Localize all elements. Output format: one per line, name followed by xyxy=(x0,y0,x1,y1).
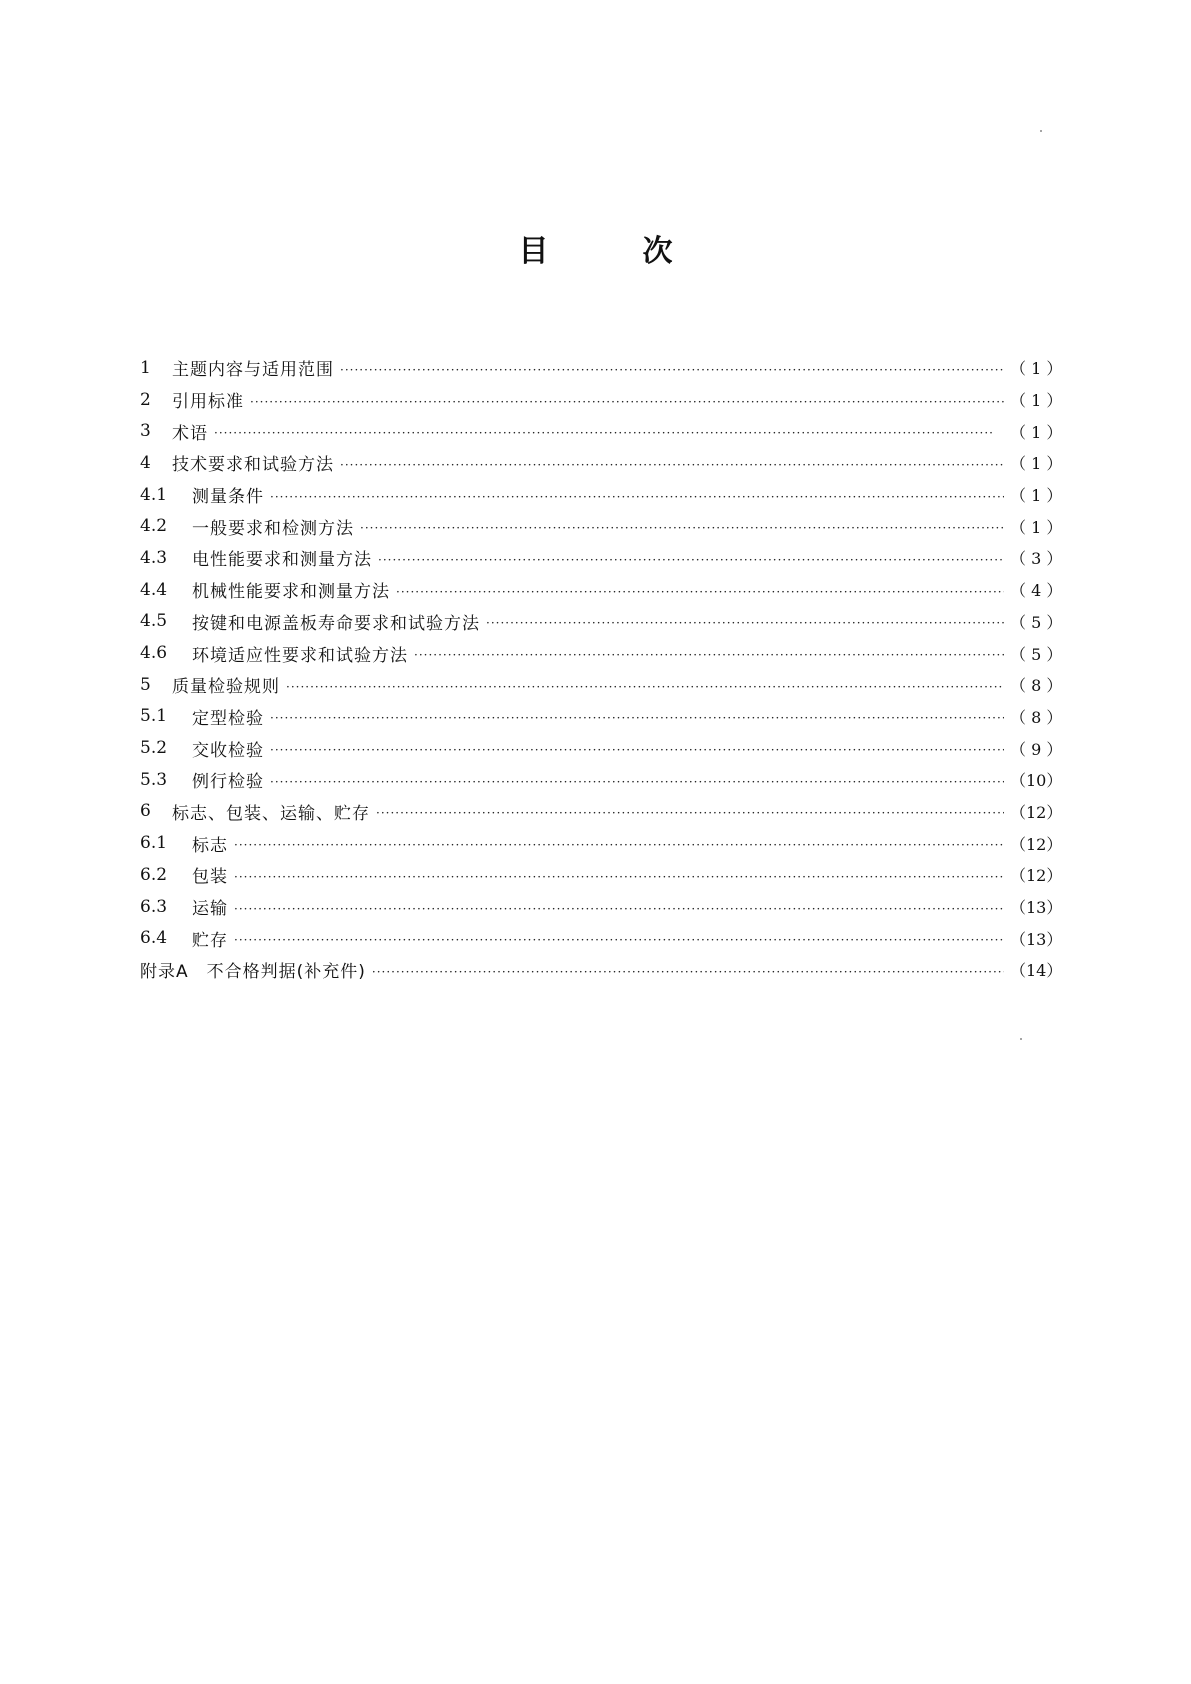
toc-entry[interactable] xyxy=(140,606,1063,638)
toc-number: 4.4 xyxy=(140,579,168,600)
toc-number: 6.3 xyxy=(140,896,168,917)
dot-leader xyxy=(234,934,1004,946)
toc-page: （12） xyxy=(1010,802,1063,822)
toc-entry[interactable] xyxy=(140,669,1063,701)
dot-leader xyxy=(414,649,1004,661)
title-char-1: 目 xyxy=(518,234,549,269)
dot-leader xyxy=(270,744,1004,756)
toc-label: 贮存 xyxy=(192,930,228,951)
toc-number: 2 xyxy=(140,389,151,410)
toc-entry[interactable] xyxy=(140,447,1063,479)
toc-label: 术语 xyxy=(172,423,208,444)
toc-page: （12） xyxy=(1010,834,1063,854)
toc-entry[interactable] xyxy=(140,827,1063,859)
dot-leader xyxy=(234,903,1004,915)
toc-page: （ 3 ） xyxy=(1010,549,1063,569)
toc-page: （ 1 ） xyxy=(1010,517,1063,537)
toc-page: （ 8 ） xyxy=(1010,707,1063,727)
toc-entry[interactable] xyxy=(140,574,1063,606)
toc-number: 3 xyxy=(140,421,151,442)
toc-entry[interactable] xyxy=(140,542,1063,574)
toc-entry[interactable] xyxy=(140,479,1063,511)
toc-label: 技术要求和试验方法 xyxy=(172,455,334,476)
toc-number: 5.2 xyxy=(140,738,168,759)
toc-number: 5.1 xyxy=(140,706,168,727)
toc-number: 4.6 xyxy=(140,643,168,664)
toc-number: 4 xyxy=(140,452,151,473)
toc-label: 引用标准 xyxy=(172,392,244,413)
toc-entry[interactable] xyxy=(140,701,1063,733)
dot-leader xyxy=(360,522,1004,534)
toc-label: 标志、包装、运输、贮存 xyxy=(172,803,370,824)
toc-page: （10） xyxy=(1010,771,1063,791)
toc-number: 6.2 xyxy=(140,864,168,885)
dot-leader xyxy=(234,871,1004,883)
toc-entry[interactable] xyxy=(140,954,1063,986)
toc-page: （ 1 ） xyxy=(1010,454,1063,474)
toc-label: 包装 xyxy=(192,867,228,888)
toc-number: 4.1 xyxy=(140,484,168,505)
toc-label: 主题内容与适用范围 xyxy=(172,360,334,381)
toc-entry[interactable] xyxy=(140,352,1063,384)
toc-label: 交收检验 xyxy=(192,740,264,761)
toc-label: 测量条件 xyxy=(192,487,264,508)
dot-leader xyxy=(376,807,1004,819)
toc-label: 运输 xyxy=(192,899,228,920)
toc-entry[interactable] xyxy=(140,732,1063,764)
toc-label: 环境适应性要求和试验方法 xyxy=(192,645,408,666)
toc-page: （12） xyxy=(1010,866,1063,886)
toc-page: （ 1 ） xyxy=(1010,422,1063,442)
toc-page: （ 4 ） xyxy=(1010,581,1063,601)
toc-label: 定型检验 xyxy=(192,708,264,729)
dot-leader xyxy=(286,681,1004,693)
toc-entry[interactable] xyxy=(140,510,1063,542)
dot-leader xyxy=(250,396,1004,408)
dot-leader xyxy=(372,966,1004,978)
dot-leader xyxy=(340,364,1004,376)
toc-entry[interactable] xyxy=(140,764,1063,796)
dot-leader xyxy=(486,617,1004,629)
toc-page: （ 5 ） xyxy=(1010,644,1063,664)
toc-label: 附录A 不合格判据(补充件) xyxy=(140,962,366,983)
toc-number: 4.2 xyxy=(140,516,168,537)
toc-page: （ 8 ） xyxy=(1010,676,1063,696)
dot-leader xyxy=(234,839,1004,851)
toc-page: （ 1 ） xyxy=(1010,486,1063,506)
toc-label: 例行检验 xyxy=(192,772,264,793)
toc-label: 机械性能要求和测量方法 xyxy=(192,582,390,603)
toc-page: （ 9 ） xyxy=(1010,739,1063,759)
toc-number: 4.5 xyxy=(140,611,168,632)
dot-leader xyxy=(270,776,1004,788)
toc-label: 质量检验规则 xyxy=(172,677,280,698)
toc-number: 1 xyxy=(140,357,151,378)
toc-number: 5.3 xyxy=(140,769,168,790)
toc-number: 4.3 xyxy=(140,547,168,568)
dot-leader xyxy=(270,712,1004,724)
table-of-contents xyxy=(140,352,1063,986)
toc-entry[interactable] xyxy=(140,796,1063,828)
toc-label: 电性能要求和测量方法 xyxy=(192,550,372,571)
toc-entry[interactable] xyxy=(140,891,1063,923)
dot-leader xyxy=(270,491,1004,503)
dot-leader xyxy=(214,427,1004,439)
toc-page: （14） xyxy=(1010,961,1063,981)
toc-entry[interactable] xyxy=(140,637,1063,669)
toc-entry[interactable] xyxy=(140,415,1063,447)
toc-number: 6.4 xyxy=(140,928,168,949)
toc-entry[interactable] xyxy=(140,384,1063,416)
toc-entry[interactable] xyxy=(140,922,1063,954)
toc-label: 按键和电源盖板寿命要求和试验方法 xyxy=(192,613,480,634)
toc-page: （ 5 ） xyxy=(1010,612,1063,632)
dot-leader xyxy=(396,586,1004,598)
scan-speck xyxy=(1020,1038,1022,1040)
toc-page: （13） xyxy=(1010,898,1063,918)
toc-page: （13） xyxy=(1010,929,1063,949)
toc-page: （ 1 ） xyxy=(1010,359,1063,379)
title-char-2: 次 xyxy=(642,234,673,269)
dot-leader xyxy=(340,459,1004,471)
toc-number: 5 xyxy=(140,674,151,695)
dot-leader xyxy=(378,554,1004,566)
toc-label: 标志 xyxy=(192,835,228,856)
scan-speck xyxy=(1040,130,1042,132)
toc-entry[interactable] xyxy=(140,859,1063,891)
page-title xyxy=(0,226,1191,270)
toc-number: 6 xyxy=(140,801,151,822)
toc-number: 6.1 xyxy=(140,833,168,854)
toc-label: 一般要求和检测方法 xyxy=(192,518,354,539)
toc-page: （ 1 ） xyxy=(1010,391,1063,411)
